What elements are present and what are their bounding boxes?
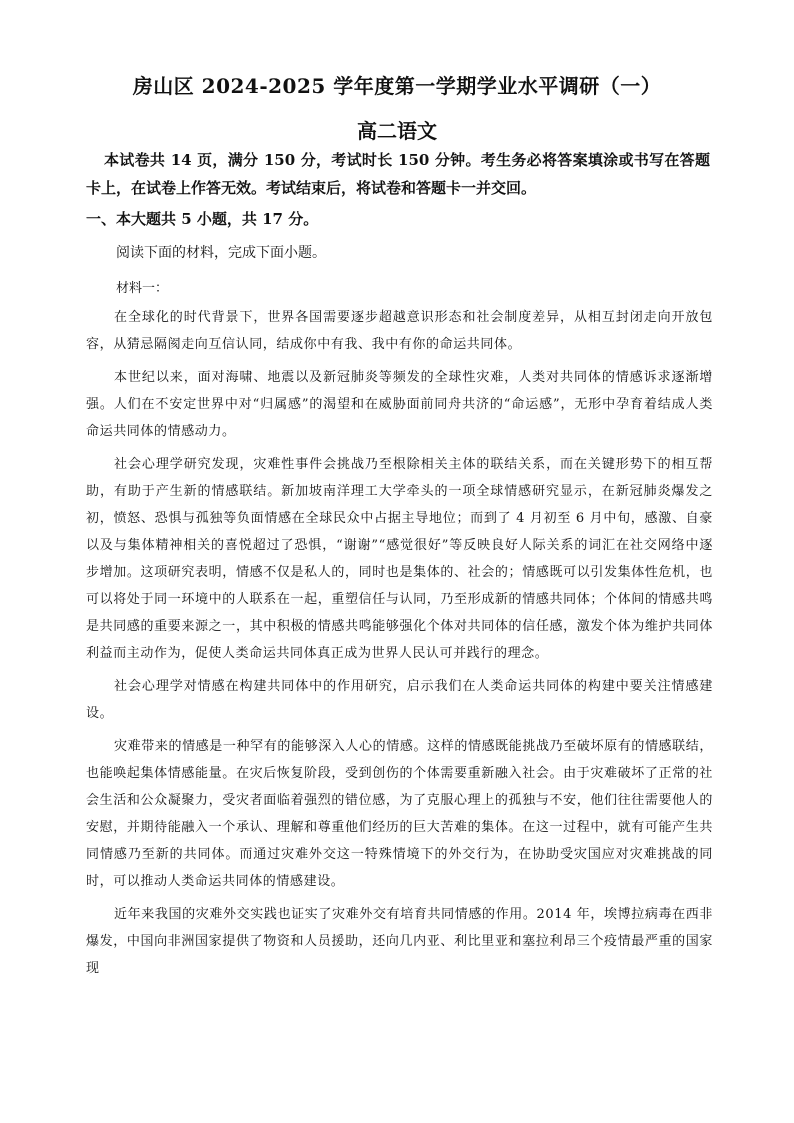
paragraph-2: 本世纪以来，面对海啸、地震以及新冠肺炎等频发的全球性灾难，人类对共同体的情感诉求逐渐增强。人们在不安定世界中对“归属感”的渴望和在威胁面前同舟共济的“命运感”，无形中孕育着结成人类命运共同体的情感动力。 [86, 370, 713, 439]
reading-directive: 阅读下面的材料，完成下面小题。 [116, 245, 326, 261]
paragraph-4: 社会心理学对情感在构建共同体中的作用研究，启示我们在人类命运共同体的构建中要关注情感建设。 [86, 679, 713, 721]
paragraph-3: 社会心理学研究发现，灾难性事件会挑战乃至根除相关主体的联结关系，而在关键形势下的相互帮助，有助于产生新的情感联结。新加坡南洋理工大学牵头的一项全球情感研究显示，在新冠肺炎爆发之初，愤怒、恐惧与孤独等负面情感在全球民众中占据主导地位；而到了 4 月初至 6 月中旬，感激、自豪以及与集体精神相关的喜悦超过了恐惧，“谢谢”“感觉很好”等反映良好人际关系的词汇在社交网络中逐步增加。这项研究表明，情感不仅是私人的，同时也是集体的、社会的；情感既可以引发集体性危机，也可以将处于同一环境中的人联系在一起，重塑信任与认同，乃至形成新的情感共同体；个体间的情感共鸣是共同感的重要来源之一，其中积极的情感共鸣能够强化个体对共同体的信任感，激发个体为维护共同体利益而主动作为，促使人类命运共同体真正成为世界人民认可并践行的理念。 [86, 457, 713, 661]
paragraph-6: 近年来我国的灾难外交实践也证实了灾难外交有培育共同情感的作用。2014 年，埃博拉病毒在西非爆发，中国向非洲国家提供了物资和人员援助，还向几内亚、利比里亚和塞拉利昂三个疫情最严重的国家现 [86, 907, 713, 976]
exam-instructions: 本试卷共 14 页，满分 150 分，考试时长 150 分钟。考生务必将答案填涂或书写在答题卡上，在试卷上作答无效。考试结束后，将试卷和答题卡一并交回。 [86, 151, 710, 197]
material-body [86, 304, 713, 988]
exam-title: 房山区 2024-2025 学年度第一学期学业水平调研（一） [132, 74, 662, 98]
paragraph-1: 在全球化的时代背景下，世界各国需要逐步超越意识形态和社会制度差异，从相互封闭走向开放包容，从猜忌隔阂走向互信认同，结成你中有我、我中有你的命运共同体。 [86, 310, 713, 352]
paragraph-5: 灾难带来的情感是一种罕有的能够深入人心的情感。这样的情感既能挑战乃至破坏原有的情感联结，也能唤起集体情感能量。在灾后恢复阶段，受到创伤的个体需要重新融入社会。由于灾难破坏了正常的社会生活和公众凝聚力，受灾者面临着强烈的错位感，为了克服心理上的孤独与不安，他们往往需要他人的安慰，并期待能融入一个承认、理解和尊重他们经历的巨大苦难的集体。在这一过程中，就有可能产生共同情感乃至新的共同体。而通过灾难外交这一特殊情境下的外交行为，在协助受灾国应对灾难挑战的同时，可以推动人类命运共同体的情感建设。 [86, 739, 713, 889]
section-heading: 一、本大题共 5 小题，共 17 分。 [86, 210, 319, 228]
material-label: 材料一： [116, 281, 169, 296]
exam-subject: 高二语文 [357, 119, 437, 143]
